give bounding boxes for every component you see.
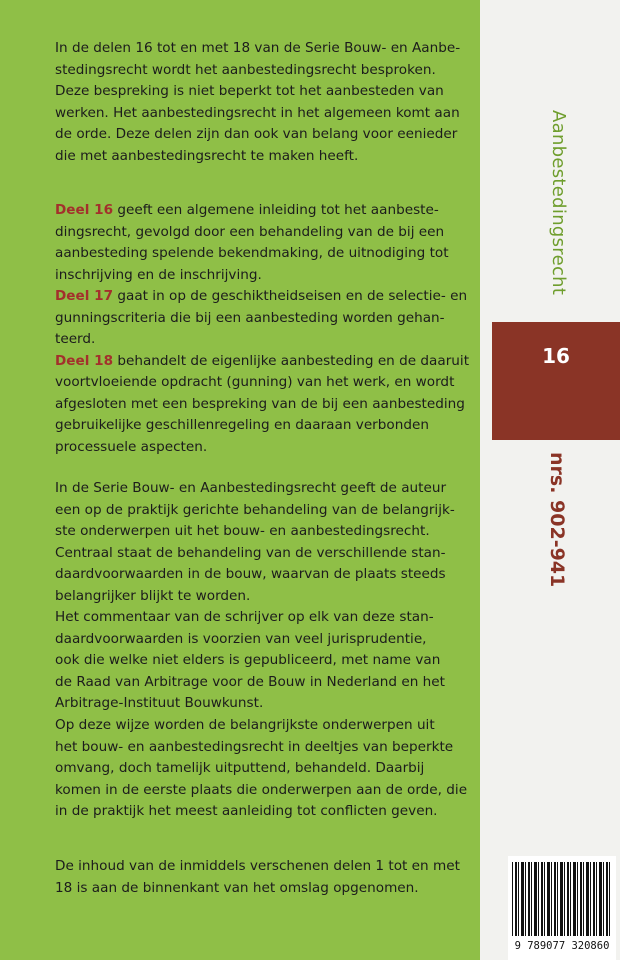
volume-text: geeft een algemene inleiding tot het aanbeste- <box>113 202 439 218</box>
text-line: die met aanbestedingsrecht te maken heeft. <box>55 147 359 164</box>
text-line: het bouw- en aanbestedingsrecht in deeltjes van beperkte <box>55 738 454 755</box>
text-line: De inhoud van de inmiddels verschenen delen 1 tot en met <box>55 858 460 874</box>
volume-label: Deel 17 <box>55 288 114 304</box>
text-line: ste onderwerpen uit het bouw- en aanbestedingsrecht. <box>55 523 430 539</box>
text-line: de Raad van Arbitrage voor de Bouw in Nederland en het <box>55 673 445 690</box>
text-line: komen in de eerste plaats die onderwerpen aan de orde, die <box>55 781 468 798</box>
volume-text: afgesloten met een bespreking van de bij een aanbesteding <box>55 395 465 412</box>
volume-text: teerd. <box>55 331 96 347</box>
text-line: daardvoorwaarden in de bouw, waarvan de plaats steeds <box>55 566 446 582</box>
text-line <box>55 329 475 351</box>
text-line <box>55 243 475 265</box>
barcode <box>508 856 616 960</box>
volume-text: dingsrecht, gevolgd door een behandeling van de bij een <box>55 223 445 240</box>
text-line <box>55 415 475 437</box>
text-line: omvang, doch tamelijk uitputtend, behandeld. Daarbij <box>55 760 425 776</box>
volume-text: behandelt de eigenlijke aanbesteding en de daaruit <box>113 352 470 369</box>
text-line <box>55 286 475 308</box>
text-line: Het commentaar van de schrijver op elk van deze stan- <box>55 609 434 625</box>
text-line: 18 is aan de binnenkant van het omslag opgenomen. <box>55 879 419 896</box>
text-line: Arbitrage-Instituut Bouwkunst. <box>55 695 264 711</box>
volume-label: Deel 16 <box>55 202 114 218</box>
text-line <box>55 372 475 394</box>
volume-number-box <box>492 322 620 440</box>
volume-text: aanbesteding spelende bekendmaking, de uitnodiging tot <box>55 245 449 261</box>
volume-text: inschrijving en de inschrijving. <box>55 266 262 283</box>
text-line <box>55 308 475 330</box>
text-line: de orde. Deze delen zijn dan ook van belang voor eenieder <box>55 126 458 142</box>
volume-text: processuele aspecten. <box>55 438 208 455</box>
text-line: daardvoorwaarden is voorzien van veel jurisprudentie, <box>55 630 427 647</box>
series-paragraph <box>55 478 475 715</box>
text-line: een op de praktijk gerichte behandeling van de belangrijk- <box>55 501 455 518</box>
text-line <box>55 200 475 222</box>
spine-title: Aanbestedingsrecht <box>548 110 569 296</box>
contents-note-paragraph <box>55 856 475 899</box>
volumes-paragraph <box>55 200 475 458</box>
text-line: stedingsrecht wordt het aanbestedingsrecht besproken. <box>55 61 436 78</box>
barcode-bars <box>512 862 612 936</box>
text-line: Deze bespreking is niet beperkt tot het aanbesteden van <box>55 83 444 99</box>
text-line: In de Serie Bouw- en Aanbestedingsrecht geeft de auteur <box>55 480 447 496</box>
text-line <box>55 437 475 459</box>
text-line: werken. Het aanbestedingsrecht in het algemeen komt aan <box>55 104 460 121</box>
text-line <box>55 351 475 373</box>
text-line: belangrijker blijkt te worden. <box>55 587 251 604</box>
volume-text: gaat in op de geschiktheidseisen en de selectie- en <box>113 288 468 304</box>
text-line: Centraal staat de behandeling van de verschillende stan- <box>55 544 446 561</box>
volume-number: 16 <box>542 344 570 368</box>
text-line: In de delen 16 tot en met 18 van de Serie Bouw- en Aanbe- <box>55 40 461 56</box>
volume-text: voortvloeiende opdracht (gunning) van het werk, en wordt <box>55 374 455 390</box>
volume-text: gunningscriteria die bij een aanbesteding worden gehan- <box>55 309 445 326</box>
section-numbers: nrs. 902-941 <box>546 452 568 588</box>
text-line: in de praktijk het meest aanleiding tot conflicten geven. <box>55 803 438 819</box>
text-line: Op deze wijze worden de belangrijkste onderwerpen uit <box>55 717 435 733</box>
text-line <box>55 394 475 416</box>
intro-paragraph <box>55 38 475 167</box>
text-line <box>55 265 475 287</box>
volume-text: gebruikelijke geschillenregeling en daaraan verbonden <box>55 417 429 433</box>
text-line: ook die welke niet elders is gepubliceerd, met name van <box>55 652 441 668</box>
volume-label: Deel 18 <box>55 352 114 369</box>
text-line <box>55 222 475 244</box>
isbn-number: 9 789077 320860 <box>514 940 610 952</box>
scope-paragraph <box>55 715 475 823</box>
